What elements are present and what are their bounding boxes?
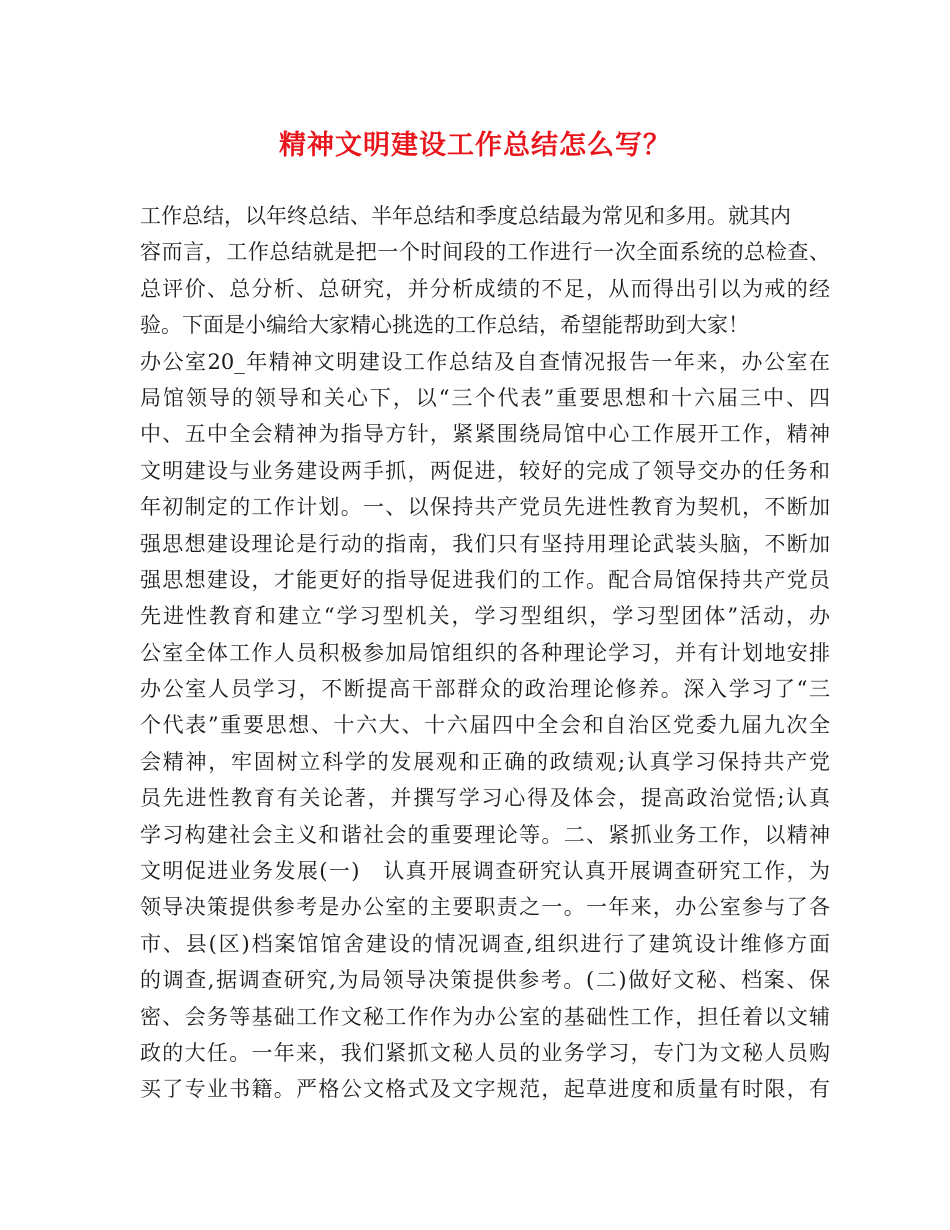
document-body bbox=[140, 198, 830, 1108]
body-line: 强思想建设理论是行动的指南，我们只有坚持用理论武装头脑，不断加 bbox=[140, 531, 830, 556]
body-line: 政的大任。一年来，我们紧抓文秘人员的业务学习，专门为文秘人员购 bbox=[140, 1040, 830, 1065]
body-line: 中、五中全会精神为指导方针，紧紧围绕局馆中心工作展开工作，精神 bbox=[140, 422, 830, 447]
body-line: 容而言，工作总结就是把一个时间段的工作进行一次全面系统的总检查、 bbox=[140, 240, 830, 265]
body-line: 办公室人员学习，不断提高干部群众的政治理论修养。深入学习了“三 bbox=[140, 677, 830, 702]
body-line: 先进性教育和建立“学习型机关，学习型组织，学习型团体”活动，办 bbox=[140, 604, 830, 629]
body-line: 密、会务等基础工作文秘工作作为办公室的基础性工作，担任着以文辅 bbox=[140, 1004, 830, 1029]
body-line: 强思想建设，才能更好的指导促进我们的工作。配合局馆保持共产党员 bbox=[140, 567, 830, 592]
body-line: 验。下面是小编给大家精心挑选的工作总结，希望能帮助到大家！ bbox=[140, 313, 749, 338]
document-title: 精神文明建设工作总结怎么写？ bbox=[279, 130, 671, 161]
body-line: 学习构建社会主义和谐社会的重要理论等。二、紧抓业务工作，以精神 bbox=[140, 822, 830, 847]
body-line: 文明建设与业务建设两手抓，两促进，较好的完成了领导交办的任务和 bbox=[140, 458, 830, 483]
body-line: 市、县(区)档案馆馆舍建设的情况调查,组织进行了建筑设计维修方面 bbox=[140, 931, 830, 956]
body-line: 的调查,据调查研究,为局领导决策提供参考。(二)做好文秘、档案、保 bbox=[140, 968, 830, 993]
body-line: 员先进性教育有关论著，并撰写学习心得及体会，提高政治觉悟;认真 bbox=[140, 786, 830, 811]
body-line: 局馆领导的领导和关心下，以“三个代表”重要思想和十六届三中、四 bbox=[140, 385, 830, 410]
body-line: 文明促进业务发展(一) 认真开展调查研究认真开展调查研究工作，为 bbox=[140, 859, 830, 884]
body-line: 年初制定的工作计划。一、以保持共产党员先进性教育为契机，不断加 bbox=[140, 495, 830, 520]
body-line: 领导决策提供参考是办公室的主要职责之一。一年来，办公室参与了各 bbox=[140, 895, 830, 920]
body-line: 总评价、总分析、总研究，并分析成绩的不足，从而得出引以为戒的经 bbox=[140, 276, 830, 301]
body-line: 个代表”重要思想、十六大、十六届四中全会和自治区党委九届九次全 bbox=[140, 713, 830, 738]
body-line: 工作总结，以年终总结、半年总结和季度总结最为常见和多用。就其内 bbox=[140, 204, 791, 228]
body-line: 会精神，牢固树立科学的发展观和正确的政绩观;认真学习保持共产党 bbox=[140, 749, 830, 774]
body-line: 公室全体工作人员积极参加局馆组织的各种理论学习，并有计划地安排 bbox=[140, 640, 830, 665]
body-line: 办公室20_年精神文明建设工作总结及自查情况报告一年来，办公室在 bbox=[140, 349, 830, 374]
body-line: 买了专业书籍。严格公文格式及文字规范，起草进度和质量有时限，有 bbox=[140, 1077, 830, 1102]
